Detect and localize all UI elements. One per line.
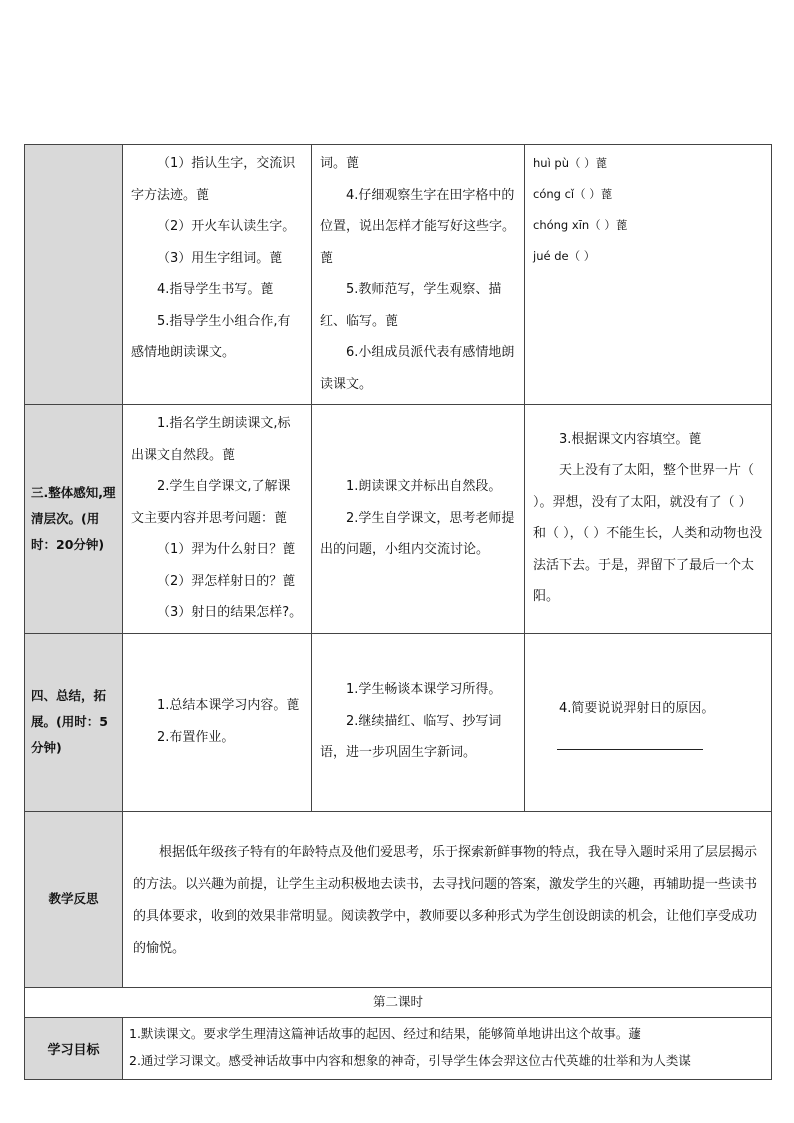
activity-line: 词。蓖 — [320, 156, 360, 171]
reflection-label: 教学反思 — [25, 811, 123, 987]
activity-line: （3）射日的结果怎样?。 — [157, 605, 303, 620]
reflection-text: 根据低年级孩子特有的年龄特点及他们爱思考，乐于探索新鲜事物的特点，我在导入题时采用了层层揭示的方法。以兴趣为前提，让学生主动积极地去读书，去寻找问题的答案，激发学生的兴趣，再辅助提一些读书的具体要求，收到的效果非常明显。阅读教学中，教师要以多种形式为学生创设朗读的机会，让他们享受成功的愉悦。 — [133, 845, 758, 956]
activity-line: 2.学生自学课文，思考老师提出的问题，小组内交流讨论。 — [320, 510, 515, 557]
activity-line: 2.布置作业。 — [157, 729, 235, 745]
teacher-activity-cell — [123, 145, 312, 405]
stage-label: 四、总结，拓展。(用时：5分钟) — [25, 633, 123, 811]
student-activity-cell — [312, 633, 525, 811]
answer-blank-line — [557, 735, 703, 750]
activity-line: （1）羿为什么射日？蓖 — [157, 542, 296, 557]
session-title: 第二课时 — [25, 987, 772, 1017]
activity-line: 4.仔细观察生字在田字格中的位置，说出怎样才能写好这些字。蓖 — [320, 187, 516, 266]
activity-line: 1.学生畅谈本课学习所得。 — [346, 682, 502, 698]
goal-label: 学习目标 — [25, 1017, 123, 1079]
lesson-plan-table — [24, 144, 772, 1080]
table-row — [25, 811, 772, 987]
activity-line: 4.指导学生书写。蓖 — [157, 282, 274, 297]
pinyin-line: chóng xīn（ ）蓖 — [533, 218, 628, 232]
activity-line: （2）开火车认读生字。 — [157, 219, 296, 234]
student-activity-cell — [312, 405, 525, 634]
activity-line: （2）羿怎样射日的？蓖 — [157, 573, 296, 589]
table-row — [25, 1017, 772, 1079]
student-activity-cell — [312, 145, 525, 405]
stage-label: 三.整体感知,理清层次。(用时：20分钟) — [25, 405, 123, 634]
activity-line: 5.教师范写，学生观察、描红、临写。蓖 — [320, 282, 502, 329]
activity-line: （1）指认生字，交流识字方法迹。蓖 — [131, 156, 296, 203]
activity-line: 1.总结本课学习内容。蓖 — [157, 698, 300, 713]
stage-cell — [25, 145, 123, 405]
exercise-cell — [525, 405, 772, 634]
goals-cell — [123, 1017, 772, 1079]
activity-line: 2.继续描红、临写、抄写词语，进一步巩固生字新词。 — [320, 713, 502, 761]
table-row — [25, 987, 772, 1017]
activity-line: （3）用生字组词。蓖 — [157, 250, 283, 266]
exercise-line: 4.简要说说羿射日的原因。 — [559, 701, 715, 717]
activity-line: 2.学生自学课文,了解课文主要内容并思考问题：蓖 — [131, 479, 291, 526]
activity-line: 5.指导学生小组合作,有感情地朗读课文。 — [131, 313, 291, 360]
activity-line: 1.指名学生朗读课文,标出课文自然段。蓖 — [131, 416, 291, 463]
pinyin-line: jué de（ ） — [533, 249, 596, 263]
goal-line: 2.通过学习课文。感受神话故事中内容和想象的神奇，引导学生体会羿这位古代英雄的壮举和为人类谋 — [129, 1052, 691, 1068]
activity-line: 1.朗读课文并标出自然段。 — [346, 479, 502, 494]
exercise-line: 天上没有了太阳，整个世界一片（ ）。羿想，没有了太阳，就没有了（ ）和（ ），（ ）不能生长，人类和动物也没法活下去。于是，羿留下了最后一个太阳。 — [533, 463, 763, 605]
table-row — [25, 405, 772, 634]
reflection-text-cell — [123, 811, 772, 987]
pinyin-line: cóng cǐ（ ）蓖 — [533, 187, 613, 201]
pinyin-line: huì pù（ ）蓖 — [533, 156, 608, 170]
activity-line: 6.小组成员派代表有感情地朗读课文。 — [320, 345, 515, 392]
goal-line: 1.默读课文。要求学生理清这篇神话故事的起因、经过和结果，能够简单地讲出这个故事。蘧 — [129, 1025, 641, 1041]
table-row — [25, 633, 772, 811]
exercise-cell — [525, 633, 772, 811]
table-row — [25, 145, 772, 405]
teacher-activity-cell — [123, 633, 312, 811]
exercise-line: 3.根据课文内容填空。蓖 — [559, 431, 702, 447]
teacher-activity-cell — [123, 405, 312, 634]
exercise-cell — [525, 145, 772, 405]
